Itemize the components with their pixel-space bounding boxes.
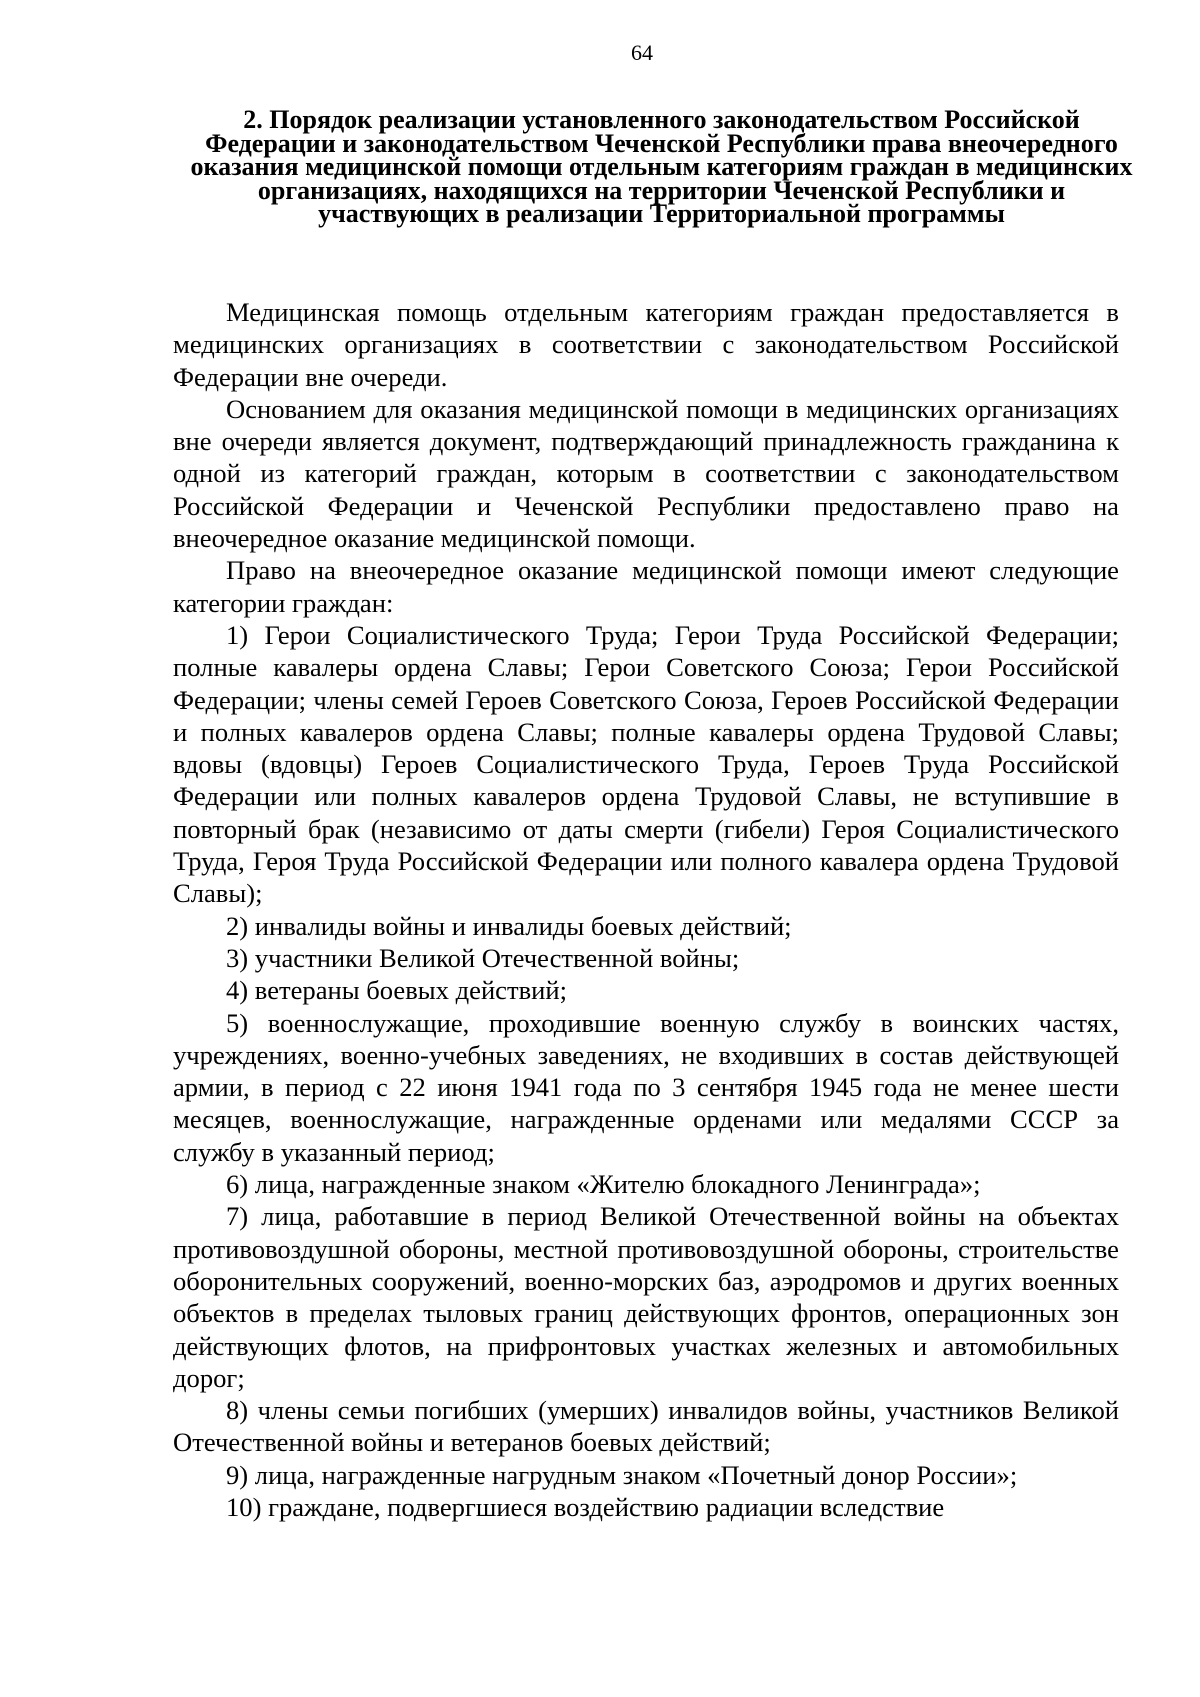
list-item: 3) участники Великой Отечественной войны;: [226, 942, 740, 973]
list-item: 1) Герои Социалистического Труда; Герои Труда Российской Федерации; полные кавалеры ордена Славы; Герои Советского Союза; Герои Российской Федерации; члены семей Героев Советского Союза, Героев Российской Федерации и полных кавалеров ордена Славы; полные кавалеры ордена Трудовой Славы; вдовы (вдовцы) Героев Социалистического Труда, Героев Труда Российской Федерации или полных кавалеров ордена Трудовой Славы, не вступившие в повторный брак (независимо от даты смерти (гибели) Героя Социалистического Труда, Героя Труда Российской Федерации или полного кавалера ордена Трудовой Славы);: [173, 619, 1119, 909]
list-item: 9) лица, награжденные нагрудным знаком «Почетный донор России»;: [226, 1459, 1018, 1490]
paragraph: Основанием для оказания медицинской помощи в медицинских организациях вне очереди является документ, подтверждающий принадлежность гражданина к одной из категорий граждан, которым в соответствии с законодательством Российской Федерации и Чеченской Республики предоставлено право на внеочередное оказание медицинской помощи.: [173, 393, 1119, 554]
list-item: 10) граждане, подвергшиеся воздействию радиации вследствие: [226, 1491, 945, 1522]
list-item: 5) военнослужащие, проходившие военную службу в воинских частях, учреждениях, военно-учебных заведениях, не входивших в состав действующей армии, в период с 22 июня 1941 года по 3 сентября 1945 года не менее шести месяцев, военнослужащие, награжденные орденами или медалями СССР за службу в указанный период;: [173, 1007, 1119, 1167]
page-number: 64: [631, 40, 653, 65]
body-text: [173, 296, 1119, 1523]
list-item: 2) инвалиды войны и инвалиды боевых действий;: [226, 910, 792, 941]
list-item: 7) лица, работавшие в период Великой Отечественной войны на объектах противовоздушной обороны, местной противовоздушной обороны, строительстве оборонительных сооружений, военно-морских баз, аэродромов и других военных объектов в пределах тыловых границ действующих фронтов, операционных зон действующих флотов, на прифронтовых участках железных и автомобильных дорог;: [173, 1201, 1119, 1393]
list-item: 8) члены семьи погибших (умерших) инвалидов войны, участников Великой Отечественной войны и ветеранов боевых действий;: [173, 1395, 1119, 1458]
list-item: 6) лица, награжденные знаком «Жителю блокадного Ленинграда»;: [226, 1169, 981, 1200]
paragraph: Право на внеочередное оказание медицинской помощи имеют следующие категории граждан:: [173, 555, 1119, 618]
paragraph: Медицинская помощь отдельным категориям граждан предоставляется в медицинских организациях в соответствии с законодательством Российской Федерации вне очереди.: [173, 297, 1119, 392]
section-heading: 2. Порядок реализации установленного законодательством Российской Федерации и законодательством Чеченской Республики права внеочередного оказания медицинской помощи отдельным категориям граждан в медицинских организациях, находящихся на территории Чеченской Республики и участвующих в реализации Территориальной программы: [190, 105, 1133, 228]
list-item: 4) ветераны боевых действий;: [226, 975, 568, 1006]
